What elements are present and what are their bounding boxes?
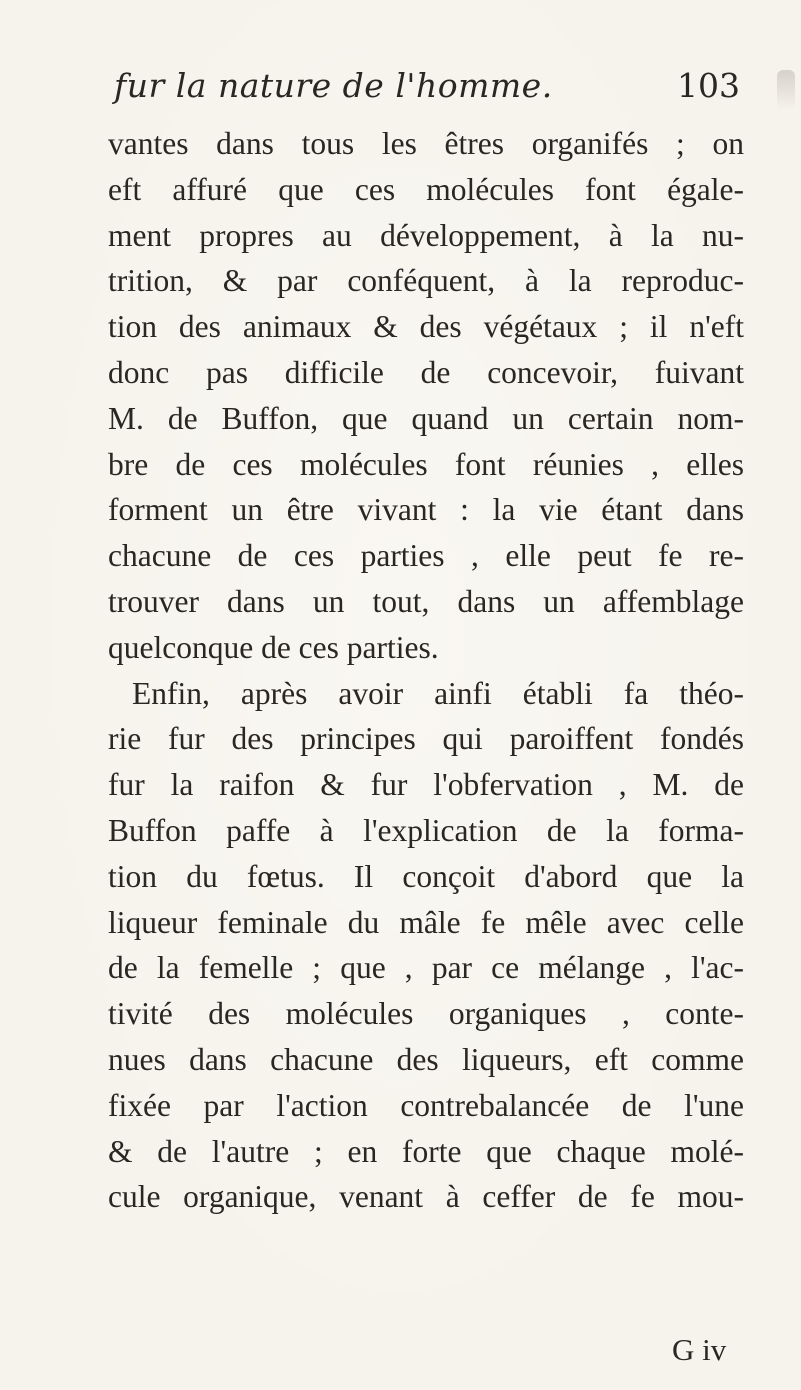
text-line: Buffon paffe à l'explication de la forma- xyxy=(108,812,744,848)
text-line: rie fur des principes qui paroiffent fondés xyxy=(108,721,744,757)
paragraph-start-line: Enfin, après avoir ainfi établi fa théo- xyxy=(132,675,744,711)
running-head xyxy=(90,66,750,112)
text-line: & de l'autre ; en forte que chaque molé- xyxy=(108,1133,744,1169)
text-line: trouver dans un tout, dans un affemblage xyxy=(108,583,744,619)
text-line: vantes dans tous les êtres organifés ; on xyxy=(108,126,744,161)
text-line: fur la raifon & fur l'obfervation , M. de xyxy=(108,767,744,803)
text-line: fixée par l'action contrebalancée de l'une xyxy=(108,1087,744,1123)
text-line: donc pas difficile de concevoir, fuivant xyxy=(108,354,744,390)
signature-mark: G iv xyxy=(672,1332,727,1367)
text-line: de la femelle ; que , par ce mélange , l'ac- xyxy=(108,950,744,986)
text-line: trition, & par conféquent, à la reproduc- xyxy=(108,263,744,299)
text-line: forment un être vivant : la vie étant dans xyxy=(108,492,744,528)
text-line: M. de Buffon, que quand un certain nom- xyxy=(108,400,744,436)
text-line: tion du fœtus. Il conçoit d'abord que la xyxy=(108,858,744,894)
text-line: chacune de ces parties , elle peut fe re- xyxy=(108,538,744,574)
running-title: fur la nature de l'homme. xyxy=(114,66,553,105)
text-line: bre de ces molécules font réunies , elles xyxy=(108,446,744,482)
body-text xyxy=(108,121,744,1220)
page-number: 103 xyxy=(677,66,740,105)
text-line: liqueur feminale du mâle fe mêle avec celle xyxy=(108,904,744,940)
text-line: tivité des molécules organiques , conte- xyxy=(108,996,744,1032)
text-line: tion des animaux & des végétaux ; il n'eft xyxy=(108,309,744,345)
text-line: cule organique, venant à ceffer de fe mou- xyxy=(108,1179,744,1215)
text-line: nues dans chacune des liqueurs, eft comme xyxy=(108,1041,744,1077)
paragraph-end-line: quelconque de ces parties. xyxy=(108,629,439,665)
page-edge-shadow xyxy=(777,70,795,110)
text-line: eft affuré que ces molécules font égale- xyxy=(108,171,744,207)
text-line: ment propres au développement, à la nu- xyxy=(108,217,744,253)
